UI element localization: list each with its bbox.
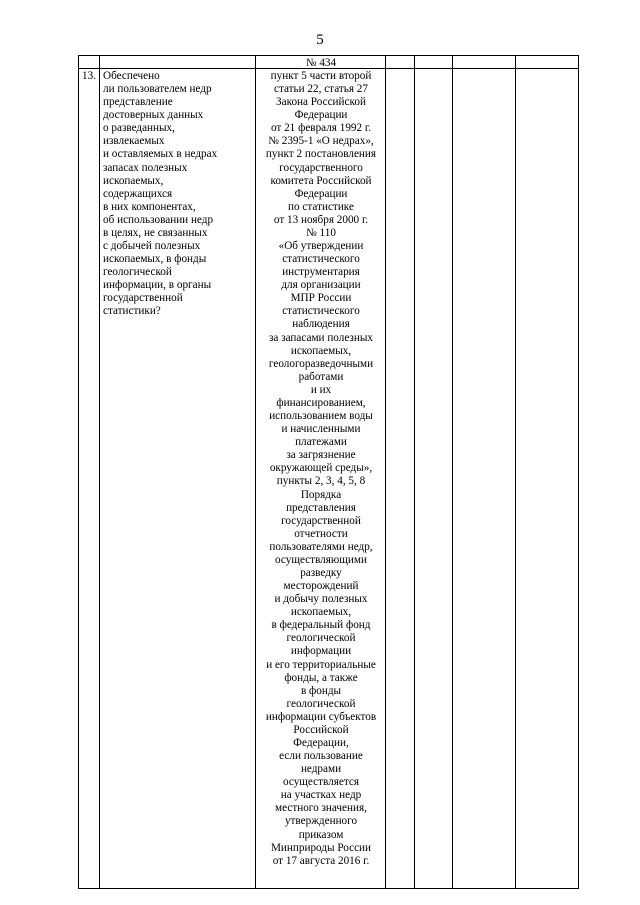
carry-over-order-number: № 434: [305, 57, 337, 69]
column-border: [414, 55, 415, 889]
column-border: [578, 55, 579, 889]
page-number: 5: [316, 32, 324, 48]
legal-basis-text: пункт 5 части второй статьи 22, статья 27 Закона Российской Федерации от 21 февраля 1992 г. № 2395-1 «О недрах», пункт 2 постановления государственного комитета Российской Федерации по статистике от 13 ноября 2000 г. № 110 «Об утверждении статистического инструментария для организации МПР России статистического наблюдения за запасами полезных ископаемых, геологоразведочными работами и их финансированием, использованием воды и начисленными платежами за загрязнение окружающей среды», пункты 2, 3, 4, 5, 8 Порядка представления государственной отчетности пользователями недр, осуществляющими разведку месторождений и добычу полезных ископаемых, в федеральный фонд геологической информации и его территориальные фонды, а также в фонды геологической информации субъектов Российской Федерации, если пользование недрами осуществляется на участках недр местного значения, утвержденного приказом Минприроды России от 17 августа 2016 г.: [265, 70, 377, 867]
column-border: [515, 55, 516, 889]
column-border: [452, 55, 453, 889]
table-bottom-border: [78, 888, 579, 889]
column-border: [78, 55, 79, 889]
column-border: [99, 55, 100, 889]
question-text: Обеспечено ли пользователем недр представление достоверных данных о разведанных, извлекаемых и оставляемых в недрах запасах полезных ископаемых, содержащихся в них компонентах, об использовании недр в целях, не связанных с добычей полезных ископаемых, в фонды геологической информации, в органы государственной статистики?: [103, 70, 218, 318]
table-top-border: [78, 55, 579, 56]
row-number: 13.: [82, 70, 96, 82]
